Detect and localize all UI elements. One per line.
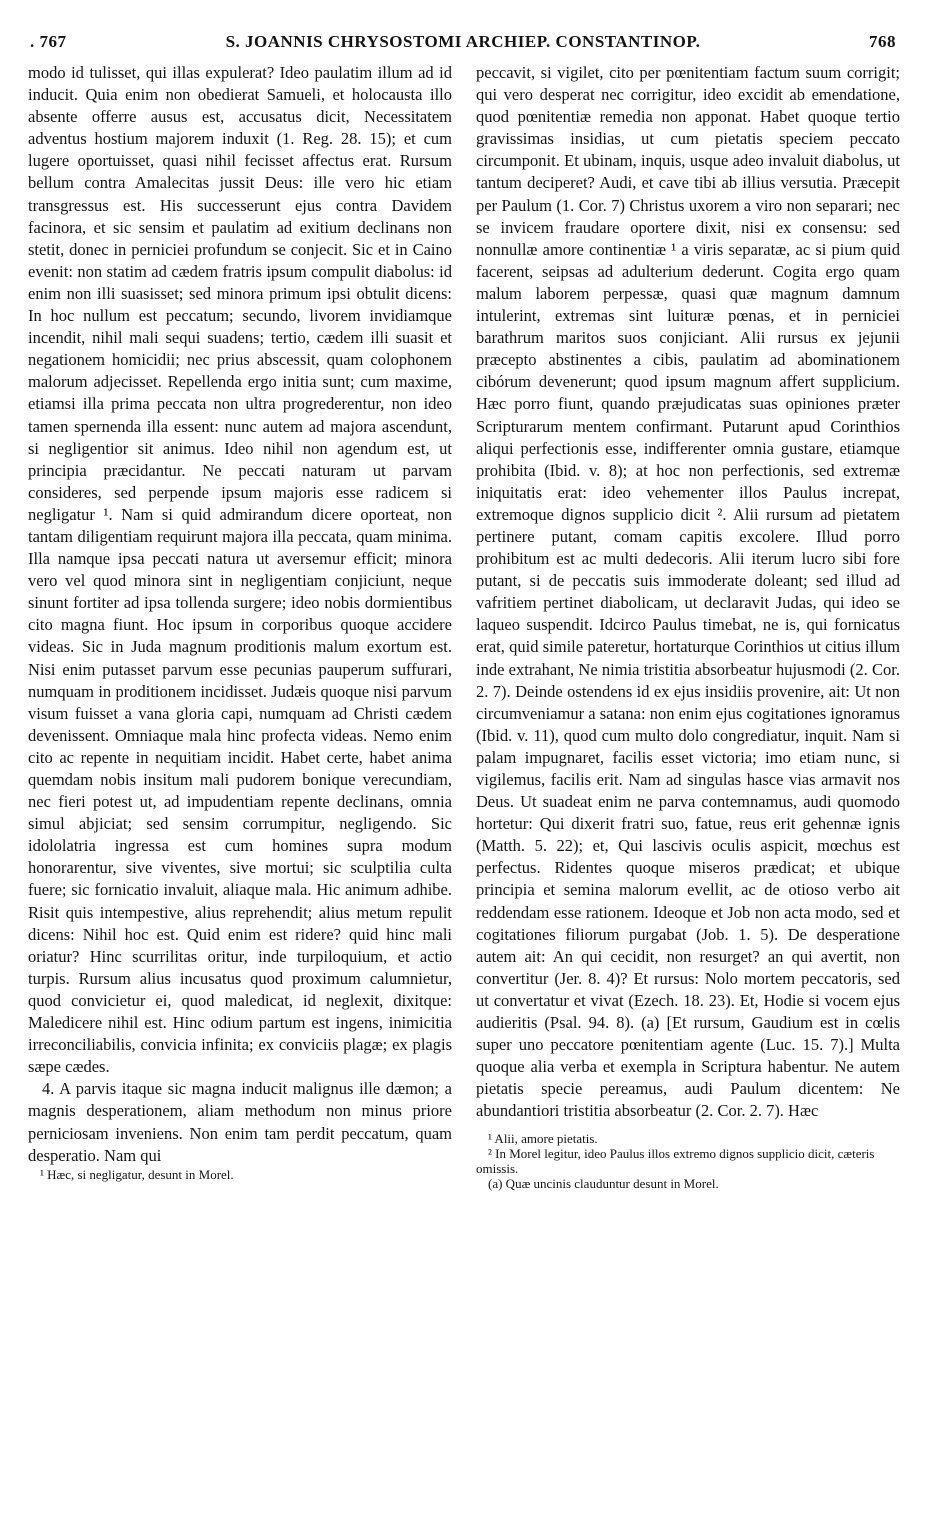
left-footnote-1: ¹ Hæc, si negligatur, desunt in Morel.	[40, 1166, 234, 1182]
right-column	[476, 62, 900, 1191]
running-header	[30, 24, 896, 54]
right-footnote-1: ¹ Alii, amore pietatis.	[488, 1130, 598, 1146]
right-footnotes	[476, 1131, 900, 1191]
left-paragraph-1: modo id tulisset, qui illas expulerat? Ideo paulatim illum ad id inducit. Quia enim non obedierat Samueli, et holocausta illo absente offerre ausus est, accusatus dicit, Necessitatem adventus hostium majorem induxit (1. Reg. 28. 15); et cum lugere oportuisset, quasi nihil fecisset affectus erat. Rursum bellum contra Amalecitas jussit Deus: ille vero hic etiam transgressus est. His successerunt ejus contra Davidem facinora, et sic sensim et paulatim ad exitium declinans non stetit, donec in perniciei profundum se conjecit. Sic et in Caino evenit: non statim ad cædem fratris ipsum compulit diabolus: id enim non illi suasisset; sed minora primum ipsi obtulit dicens: In hoc nullum est peccatum; secundo, livorem invidiamque incendit, nihil mali sequi suadens; tertio, cædem illi suasit et negationem homicidii; nec prius abscessit, quam colophonem malorum adjecisset. Repellenda ergo initia sunt; cum maxime, etiamsi illa prima peccata non ultra progrederentur, non ideo tamen spernenda illa essent: nunc autem ad majora ascendunt, si negligentior sit animus. Ideo nihil non agendum est, ut principia præcidantur. Ne peccati naturam ut parvam consideres, sed perpende ipsum majoris esse radicem si negligatur ¹. Nam si quid admirandum dicere oporteat, non tantam diligentiam requirunt majora illa peccata, quam minima. Illa namque ipsa peccati natura ut aversemur efficit; minora vero vel quod minora sint in negligentiam conjiciunt, neque sinunt fortiter ad ipsa tollenda surgere; ideo nobis dormientibus cito magna fiunt. Hoc ipsum in corporibus quoque accidere videas. Sic in Juda magnum proditionis malum exortum est. Nisi enim putasset parvum esse pecunias pauperum suffurari, numquam in proditionem incidisset. Judæis quoque nisi parvum visum fuisset a vana gloria capi, numquam ad Christi cædem devenissent. Omniaque mala hinc profecta videas. Nemo enim cito ac repente in nequitiam incidit. Habet certe, habet anima quemdam nobis insitum mali pudorem bonique verecundiam, nec fieri potest ut, ad impudentiam repente declinans, omnia simul abjiciat; sed sensim corrumpitur, negligendo. Sic idololatria ingressa est cum homines supra modum honorarentur, sive viventes, sive mortui; sic sculptilia culta fuere; sic fornicatio invaluit, aliaque mala. Hic animum adhibe. Risit quis intempestive, alius reprehendit; alius metum repulit dicens: Nihil hoc est. Quid enim est ridere? quid hinc mali oriatur? Hinc scurrilitas oritur, inde turpiloquium, et actio turpis. Rursum alius incusatus quod proximum calumnietur, quod convicietur ei, quod maledicat, id neglexit, dixitque: Maledicere nihil est. Hinc odium partum est ingens, inimicitia irreconciliabilis, convicia infinita; ex conviciis plagæ; ex plagis sæpe cædes.	[28, 63, 452, 1077]
running-title: S. JOANNIS CHRYSOSTOMI ARCHIEP. CONSTANTINOP.	[225, 32, 701, 51]
page-number-right: 768	[869, 32, 896, 51]
page-number-left: . 767	[30, 32, 67, 51]
right-footnote-2: ² In Morel legitur, ideo Paulus illos extremo dignos supplicio dicit, cæteris omissis.	[476, 1145, 875, 1176]
right-footnote-3: (a) Quæ uncinis clauduntur desunt in Morel.	[488, 1175, 719, 1191]
left-column	[28, 62, 452, 1182]
left-paragraph-2: 4. A parvis itaque sic magna inducit malignus ille dæmon; a magnis desperationem, aliam methodum non minus priore perniciosam inveniens. Non enim tam perdit peccatum, quam desperatio. Nam qui	[28, 1079, 452, 1165]
right-paragraph-1: peccavit, si vigilet, cito per pœnitentiam factum suum corrigit; qui vero desperat nec corrigitur, ideo excidit ab emendatione, quod pœnitentiæ remedia non apponat. Habet quoque tertio gravissimas insidias, ut cum pietatis speciem peccato circumponit. Et ubinam, inquis, usque adeo invaluit diabolus, ut tantum deciperet? Audi, et cave tibi ab illius versutia. Præcepit per Paulum (1. Cor. 7) Christus uxorem a viro non separari; nec se invicem fraudare oportere dixit, nisi ex consensu: sed nonnullæ amore continentiæ ¹ a viris separatæ, ac si pium quid facerent, seipsas ad adulterium dederunt. Cogita ergo quam malum laborem perpessæ, quasi quæ magnum damnum intulerint, extremas sint luituræ pœnas, et in perniciei barathrum maritos suos conjiciant. Alii rursus ex jejunii præcepto abstinentes a cibis, paulatim ad abominationem cibórum devenerunt; quod ipsum magnum affert supplicium. Hæc porro fiunt, quando præjudicatas suas opiniones præter Scripturarum mentem confirmant. Putarunt apud Corinthios aliqui perfectionis esse, indifferenter omnia gustare, etiamque prohibita (Ibid. v. 8); at hoc non perfectionis, sed extremæ iniquitatis erat: ideo vehementer illos Paulus increpat, extremoque dignos supplicio dicit ². Alii rursum ad pietatem pertinere putant, comam capitis excolere. Illud porro prohibitum est ac multi dedecoris. Alii iterum lucro sibi fore putant, si de peccatis suis immoderate doleant; sed illud ad vafritiem pertinet diabolicam, ut declaravit Judas, qui ideo se laqueo suspendit. Idcirco Paulus timebat, ne is, qui fornicatus erat, quid simile pateretur, hortaturque Corinthios ut citius illum inde extrahant, Ne nimia tristitia absorbeatur hujusmodi (2. Cor. 2. 7). Deinde ostendens id ex ejus insidiis provenire, ait: Ut non circumveniamur a satana: non enim ejus cogitationes ignoramus (Ibid. v. 11), quod cum multo dolo congrediatur, inquit. Nam si palam impugnaret, facilis esset victoria; imo etiam nunc, si vigilemus, facilis erit. Nam ad singulas hasce vias armavit nos Deus. Ut suadeat enim ne parva contemnamus, audi quomodo hortetur: Qui dixerit fratri suo, fatue, reus erit gehennæ ignis (Matth. 5. 22); et, Qui lascivis oculis aspicit, mœchus est perfectus. Ridentes quoque miseros prædicat; et ubique principia et semina malorum evellit, ac de otioso verbo ait reddendam esse rationem. Ideoque et Job non acta modo, sed et cogitationes filiorum purgabat (Job. 1. 5). De desperatione autem ait: An qui cecidit, non resurget? an qui avertit, non convertitur (Jer. 8. 4)? Et rursus: Nolo mortem peccatoris, sed ut convertatur et vivat (Ezech. 18. 23). Et, Hodie si vocem ejus audieritis (Psal. 94. 8). (a) [Et rursum, Gaudium est in cœlis super uno peccatore pœnitentiam agente (Luc. 15. 7).] Multa quoque alia verba et exempla in Scriptura habentur. Ne autem pietatis specie pereamus, audi Paulum dicentem: Ne abundantiori tristitia absorbeatur (2. Cor. 2. 7). Hæc	[476, 63, 900, 1121]
